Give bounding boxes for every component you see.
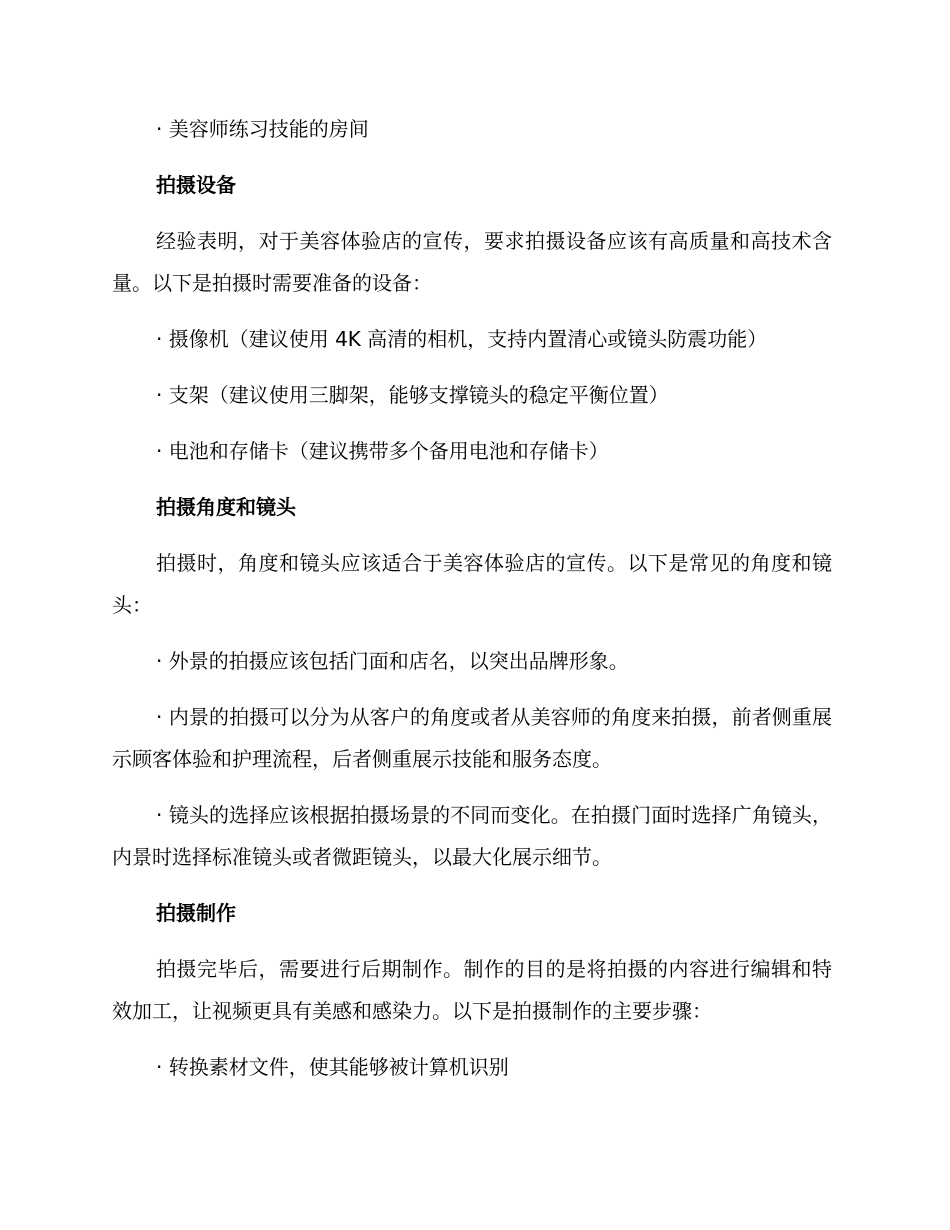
section-heading-equipment: 拍摄设备 [156, 173, 236, 197]
bullet-item: · 镜头的选择应该根据拍摄场景的不同而变化。在拍摄门面时选择广角镜头，内景时选择标准镜头或者微距镜头，以最大化展示细节。 [112, 803, 832, 869]
document-body [112, 108, 832, 1088]
paragraph-production-intro: 拍摄完毕后，需要进行后期制作。制作的目的是将拍摄的内容进行编辑和特效加工，让视频更具有美感和感染力。以下是拍摄制作的主要步骤： [112, 957, 832, 1023]
bullet-item: · 外景的拍摄应该包括门面和店名，以突出品牌形象。 [156, 649, 629, 673]
bullet-item: · 内景的拍摄可以分为从客户的角度或者从美容师的角度来拍摄，前者侧重展示顾客体验和护理流程，后者侧重展示技能和服务态度。 [112, 705, 832, 771]
paragraph-equipment-intro: 经验表明，对于美容体验店的宣传，要求拍摄设备应该有高质量和高技术含量。以下是拍摄时需要准备的设备： [112, 229, 832, 295]
paragraph-angles-intro: 拍摄时，角度和镜头应该适合于美容体验店的宣传。以下是常见的角度和镜头： [112, 551, 832, 617]
section-heading-production: 拍摄制作 [156, 901, 236, 925]
bullet-item: · 电池和存储卡（建议携带多个备用电池和存储卡） [156, 439, 609, 463]
bullet-item: · 转换素材文件，使其能够被计算机识别 [156, 1055, 509, 1079]
bullet-item: · 美容师练习技能的房间 [156, 117, 369, 141]
bullet-item: · 支架（建议使用三脚架，能够支撑镜头的稳定平衡位置） [156, 383, 669, 407]
section-heading-angles: 拍摄角度和镜头 [156, 495, 296, 519]
bullet-item: · 摄像机（建议使用 4K 高清的相机，支持内置清心或镜头防震功能） [156, 327, 768, 351]
